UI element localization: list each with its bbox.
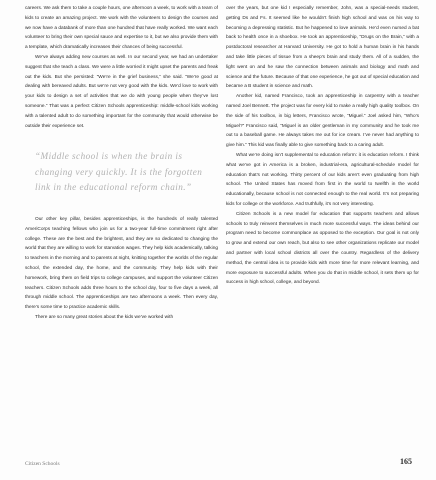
body-paragraph: Citizen Schools is a new model for education that supports teachers and allows schools to truly reinvent themselves in much more successful ways. The ideas behind our program need to become commonplace as opposed to the exception. Our goal is not only to grow and extend our own reach, but also to see other organizations replicate our model and partner with local school districts all over the country. Regardless of the delivery method, the central idea is to provide kids with more time for more relevant learning, and more exposure to successful adults. When you do that in middle school, it sets them up for success in high school, college, and beyond. bbox=[226, 211, 419, 286]
left-column bbox=[25, 4, 218, 323]
body-paragraph: Our other key pillar, besides apprenticeships, is the hundreds of really talented AmeriCorps teaching fellows who join us for a two-year full-time commitment right after college. These are the best and the brightest, and they are so dedicated to changing the world that they are willing to work for starvation wages. They help kids academically, talking to teachers in the morning and to parents at night, knitting together the worlds of the regular school, the extended day, the home, and the community. They help kids with their homework, bring them on field trips to college campuses, and support the volunteer Citizen teachers. Citizen Schools adds three hours to the school day, four to five days a week, all through middle school. The apprenticeships are two afternoons a week. Then every day, there’s some time to practice academic skills. bbox=[25, 216, 218, 311]
body-paragraph: over the years, but one kid I especially remember, John, was a special-needs student, getting Ds and Fs. It seemed like he wouldn’t finish high school and was on his way to becoming a depressing statistic. But he happened to love animals. He’d even nursed a bat back to health once in a shoebox. He took an apprenticeship, “Drugs on the Brain,” with a postdoctoral researcher at Harvard University. He got to hold a human brain in his hands and take little pieces of tissue from a sheep’s brain and study them. All of a sudden, the light went on and he saw the connection between animals and biology and math and science and the future. Because of that one experience, he got out of special education and became a B student in science and math. bbox=[226, 6, 419, 90]
body-paragraph: There are so many great stories about the kids we’ve worked with bbox=[35, 314, 174, 320]
right-column bbox=[226, 4, 419, 288]
body-paragraph: careers. We ask them to take a couple hours, one afternoon a week, to work with a team of kids to create an amazing project. We work with the volunteers to design the courses and we now have a databank of more than one hundred that have really worked. We want each volunteer to bring their own special sauce and expertise to it, but we also provide them with a template, which dramatically increases their chances of being successful. bbox=[25, 6, 218, 51]
page-number: 165 bbox=[400, 457, 412, 466]
body-paragraph: Another kid, named Francisco, took an apprenticeship in carpentry with a teacher named Joel Bennett. The project was for every kid to make a really high quality toolbox. On the side of his toolbox, in big letters, Francisco wrote, “Miguel.” Joel asked him, “Who’s Miguel?” Francisco said, “Miguel is an older gentleman in my community and he took me out to a baseball game. He always takes me out for ice cream. I’ve never had anything to give him.” This kid was finally able to give something back to a caring adult. bbox=[226, 94, 419, 149]
body-paragraph: We’ve always adding new courses as well. In our second year, we had an undertaker suggest that she teach a class. We were a little worried it might upset the parents and freak out the kids. But she persisted: “We’re in the grief business,” she said. “We’re good at dealing with bereaved adults. But we’re not very good with the kids. We’d love to work with your kids to design a set of activities that we do with young people when they’ve lost someone.” That was a perfect Citizen Schools apprenticeship: middle-school kids working with a talented adult to do something important for the community that would otherwise be outside their experience set. bbox=[25, 54, 218, 129]
footer-organization: Citizen Schools bbox=[25, 461, 60, 467]
pull-quote: “Middle school is when the brain is changing very quickly. It is the forgotten link in the educational reform chain.” bbox=[35, 151, 203, 192]
body-paragraph: What we’re doing isn’t supplemental to education reform: it is education reform. I think what we’ve got in America is a broken, industrial-era, agricultural-schedule model for education that’s not working. Thirty percent of our kids aren’t even graduating from high school. The United States has moved from first in the world to twelfth in the world educationally, because school is not connected enough to the real world. It’s not preparing kids for college or the workforce. And truthfully, it’s not very interesting. bbox=[226, 152, 419, 207]
